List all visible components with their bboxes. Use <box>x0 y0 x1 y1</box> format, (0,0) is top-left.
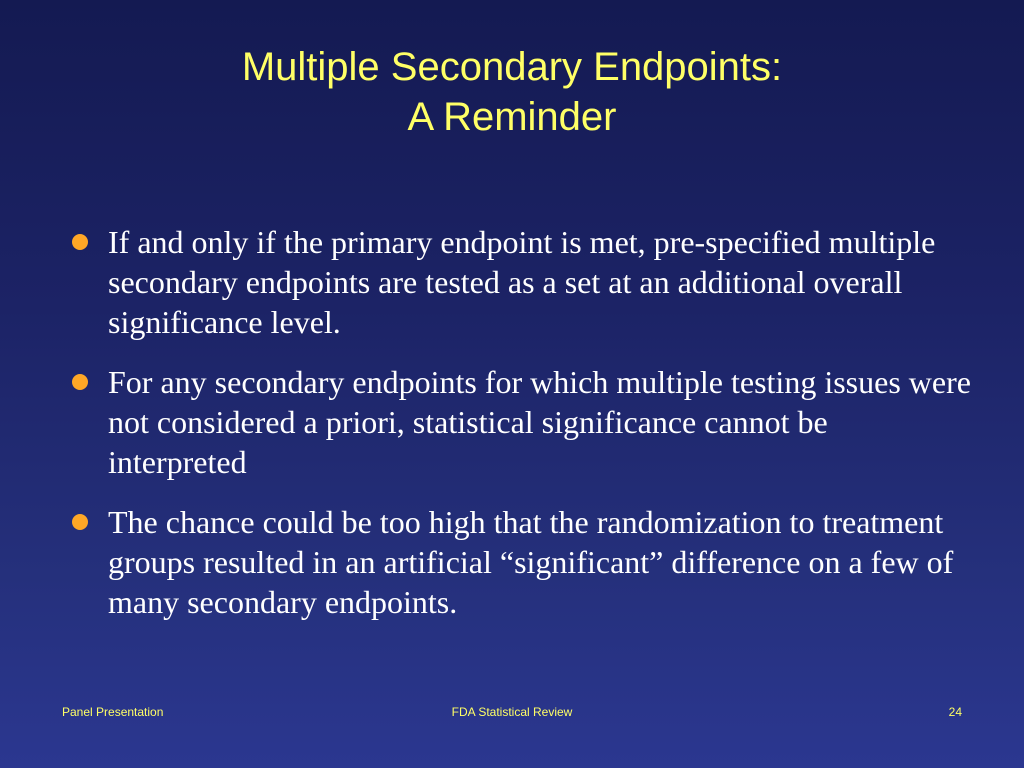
bullet-dot-icon <box>72 374 88 390</box>
slide-title <box>0 42 1024 142</box>
bullet-text-1: If and only if the primary endpoint is met, pre-specified multiple secondary endpoints are tested as a set at an additional overall significance level. <box>108 224 936 340</box>
slide-title-line-2: A Reminder <box>407 95 617 139</box>
slide-number: 24 <box>948 705 962 719</box>
bullet-dot-icon <box>72 514 88 530</box>
footer-left-text: Panel Presentation <box>62 705 164 719</box>
bullet-text-3: The chance could be too high that the randomization to treatment groups resulted in an artificial “significant” difference on a few of many secondary endpoints. <box>108 504 954 620</box>
bullet-text-2: For any secondary endpoints for which multiple testing issues were not considered a priori, statistical significance cannot be interpreted <box>108 364 971 480</box>
bullet-item-2 <box>72 362 972 482</box>
bullet-item-1 <box>72 222 972 342</box>
bullet-dot-icon <box>72 234 88 250</box>
bullet-item-3 <box>72 502 972 622</box>
slide-title-line-1: Multiple Secondary Endpoints: <box>241 45 783 89</box>
bullet-list <box>72 222 972 642</box>
footer-center-text: FDA Statistical Review <box>451 705 573 719</box>
